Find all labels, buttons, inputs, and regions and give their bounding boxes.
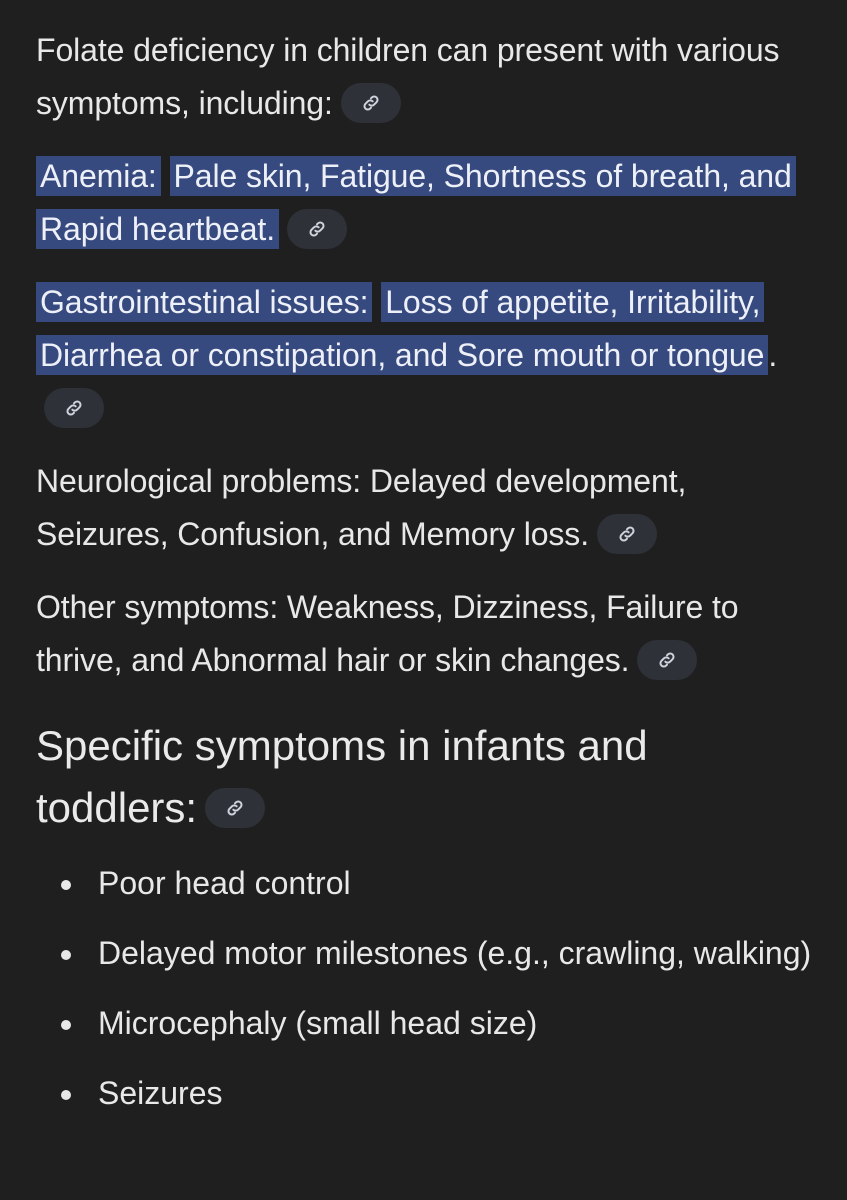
neuro-paragraph [36, 455, 817, 561]
bullet-dot [61, 950, 71, 960]
neuro-text: Neurological problems: Delayed development, Seizures, Confusion, and Memory loss. [36, 463, 687, 552]
gastro-paragraph [36, 276, 817, 435]
source-link-button[interactable] [341, 83, 401, 123]
link-icon [64, 398, 84, 418]
anemia-text: Pale skin, Fatigue, Shortness of breath, and Rapid heartbeat. [36, 156, 796, 249]
link-icon [225, 798, 245, 818]
source-link-button[interactable] [287, 209, 347, 249]
gastro-trailing: . [768, 337, 778, 373]
anemia-label: Anemia: [36, 156, 161, 196]
list-item-text: Microcephaly (small head size) [98, 1005, 538, 1041]
link-icon [307, 219, 327, 239]
source-link-button[interactable] [597, 514, 657, 554]
gastro-text: Loss of appetite, Irritability, Diarrhea or constipation, and Sore mouth or tongue [36, 282, 768, 375]
intro-paragraph [36, 24, 817, 130]
source-link-button[interactable] [637, 640, 697, 680]
anemia-paragraph [36, 150, 817, 256]
link-icon [657, 650, 677, 670]
list-item [36, 1067, 817, 1120]
source-link-button[interactable] [205, 788, 265, 828]
list-item-text: Seizures [98, 1075, 223, 1111]
section-heading [36, 715, 817, 839]
section-heading-text: Specific symptoms in infants and toddlers: [36, 722, 648, 831]
symptom-list [36, 857, 817, 1120]
link-icon [617, 524, 637, 544]
other-paragraph [36, 581, 817, 687]
bullet-dot [61, 1090, 71, 1100]
list-item [36, 997, 817, 1050]
bullet-dot [61, 880, 71, 890]
intro-text: Folate deficiency in children can present with various symptoms, including: [36, 32, 780, 121]
list-item-text: Delayed motor milestones (e.g., crawling, walking) [98, 935, 812, 971]
source-link-button[interactable] [44, 388, 104, 428]
list-item [36, 857, 817, 910]
gastro-label: Gastrointestinal issues: [36, 282, 372, 322]
other-text: Other symptoms: Weakness, Dizziness, Failure to thrive, and Abnormal hair or skin changes. [36, 589, 739, 678]
list-item [36, 927, 817, 980]
list-item-text: Poor head control [98, 865, 351, 901]
bullet-dot [61, 1020, 71, 1030]
link-icon [361, 93, 381, 113]
